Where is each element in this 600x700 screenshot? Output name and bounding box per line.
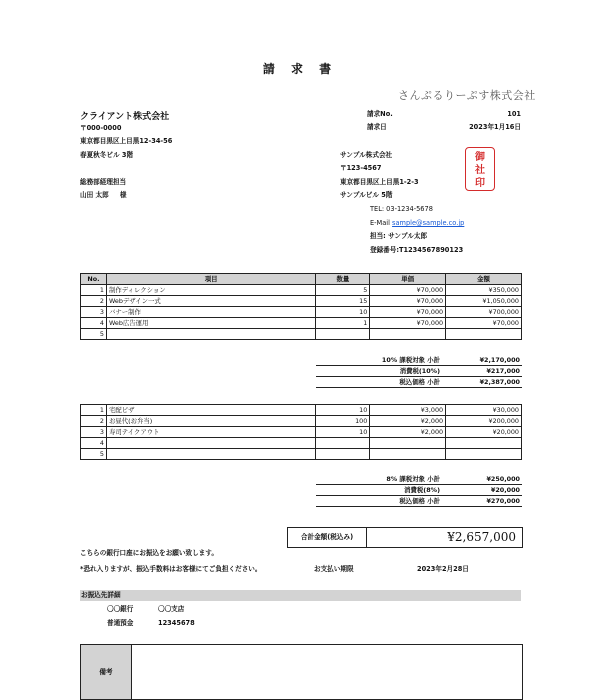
row-item: 宅配ピザ	[106, 405, 315, 416]
row-price: ¥2,000	[370, 416, 446, 427]
row-qty: 10	[316, 427, 370, 438]
invoice-no-label: 請求No.	[367, 110, 393, 118]
table-row	[81, 285, 522, 296]
summary-label: 8% 課税対象 小計	[316, 474, 446, 485]
row-amount: ¥700,000	[446, 307, 522, 318]
row-qty: 5	[316, 285, 370, 296]
issuer-email-line	[370, 219, 464, 228]
invoice-no-value: 101	[507, 110, 521, 118]
row-item: 制作ディレクション	[106, 285, 315, 296]
row-amount	[446, 449, 522, 460]
summary-row	[316, 366, 522, 377]
issuer-contact: 担当: サンプル太郎	[370, 232, 428, 240]
issuer-registration: 登録番号:T1234567890123	[370, 246, 464, 254]
row-price: ¥70,000	[370, 296, 446, 307]
header-qty: 数量	[316, 274, 370, 285]
table-row	[81, 318, 522, 329]
row-item	[106, 449, 315, 460]
table-row	[81, 416, 522, 427]
invoice-date-label: 請求日	[367, 123, 387, 131]
issuer-postal: 〒123-4567	[340, 164, 382, 172]
client-address1: 東京都目黒区上目黒12-34-56	[80, 137, 173, 145]
summary-row	[316, 377, 522, 388]
row-price: ¥2,000	[370, 427, 446, 438]
transfer-fee-note: *恐れ入りますが、振込手数料はお客様にてご負担ください。	[80, 565, 262, 573]
row-no: 4	[81, 438, 107, 449]
row-amount: ¥30,000	[446, 405, 522, 416]
grand-total-label: 合計金額(税込み)	[288, 528, 367, 547]
row-qty: 100	[316, 416, 370, 427]
bank-name: 〇〇銀行	[107, 605, 134, 613]
summary-value: ¥217,000	[446, 366, 522, 377]
row-amount: ¥70,000	[446, 318, 522, 329]
issuer-logo-text: さんぷるりーぷす株式会社	[398, 89, 536, 102]
issuer-tel: TEL: 03-1234-5678	[370, 205, 433, 213]
row-no: 5	[81, 329, 107, 340]
summary-label: 消費税(8%)	[316, 485, 446, 496]
payment-request-note: こちらの銀行口座にお振込をお願い致します。	[80, 549, 218, 557]
row-price	[370, 329, 446, 340]
row-no: 1	[81, 285, 107, 296]
table-row	[81, 307, 522, 318]
issuer-name: サンプル株式会社	[340, 151, 393, 159]
items-table-8	[80, 404, 522, 460]
remarks-box	[80, 644, 523, 700]
client-person: 山田 太郎 様	[80, 191, 127, 199]
grand-total-value: ¥2,657,000	[447, 530, 516, 544]
summary-row	[316, 485, 522, 496]
summary-value: ¥250,000	[446, 474, 522, 485]
client-name: クライアント株式会社	[80, 112, 170, 122]
table-row	[81, 427, 522, 438]
summary-row	[316, 474, 522, 485]
row-qty: 10	[316, 405, 370, 416]
bank-branch: 〇〇支店	[158, 605, 185, 613]
row-item	[106, 329, 315, 340]
row-amount: ¥1,050,000	[446, 296, 522, 307]
row-qty: 15	[316, 296, 370, 307]
company-seal-stamp	[465, 147, 495, 191]
table-row	[81, 449, 522, 460]
bank-details-header: お振込先詳細	[81, 591, 121, 599]
items-table-10	[80, 273, 522, 340]
stamp-char-2: 社	[475, 165, 485, 176]
row-qty	[316, 438, 370, 449]
row-qty: 1	[316, 318, 370, 329]
header-item: 項目	[106, 274, 315, 285]
row-item: お昼代(お弁当)	[106, 416, 315, 427]
summary-label: 税込価格 小計	[316, 377, 446, 388]
row-price: ¥3,000	[370, 405, 446, 416]
header-amount: 金額	[446, 274, 522, 285]
summary-value: ¥270,000	[446, 496, 522, 507]
row-price: ¥70,000	[370, 318, 446, 329]
row-no: 2	[81, 416, 107, 427]
summary-value: ¥2,170,000	[446, 355, 522, 366]
table-row	[81, 296, 522, 307]
summary-value: ¥20,000	[446, 485, 522, 496]
issuer-address2: サンプルビル 5階	[340, 191, 393, 199]
header-price: 単価	[370, 274, 446, 285]
summary-label: 消費税(10%)	[316, 366, 446, 377]
account-type: 普通預金	[107, 619, 134, 627]
summary-row	[316, 496, 522, 507]
grand-total-box	[287, 527, 523, 548]
row-amount: ¥350,000	[446, 285, 522, 296]
remarks-label: 備考	[81, 645, 132, 699]
row-qty	[316, 449, 370, 460]
issuer-address1: 東京都目黒区上目黒1-2-3	[340, 178, 419, 186]
row-no: 3	[81, 427, 107, 438]
table-row	[81, 329, 522, 340]
summary-label: 10% 課税対象 小計	[316, 355, 446, 366]
row-price	[370, 449, 446, 460]
table-header-row	[81, 274, 522, 285]
summary-10-table	[316, 355, 522, 388]
issuer-email-link[interactable]: sample@sample.co.jp	[392, 219, 465, 227]
row-price: ¥70,000	[370, 285, 446, 296]
account-number: 12345678	[158, 619, 195, 627]
row-amount: ¥20,000	[446, 427, 522, 438]
stamp-char-1: 御	[475, 152, 485, 163]
summary-row	[316, 355, 522, 366]
summary-value: ¥2,387,000	[446, 377, 522, 388]
summary-8-table	[316, 474, 522, 507]
row-item	[106, 438, 315, 449]
row-qty: 10	[316, 307, 370, 318]
summary-label: 税込価格 小計	[316, 496, 446, 507]
row-item: 寿司テイクアウト	[106, 427, 315, 438]
table-row	[81, 438, 522, 449]
due-date-value: 2023年2月28日	[417, 565, 469, 573]
client-postal: 〒000-0000	[80, 124, 122, 132]
row-item: バナー制作	[106, 307, 315, 318]
row-no: 5	[81, 449, 107, 460]
invoice-date-value: 2023年1月16日	[469, 123, 521, 131]
client-address2: 春夏秋冬ビル 3階	[80, 151, 134, 159]
row-amount	[446, 329, 522, 340]
row-price: ¥70,000	[370, 307, 446, 318]
header-no: No.	[81, 274, 107, 285]
row-no: 4	[81, 318, 107, 329]
bank-details-header-bar	[80, 590, 521, 601]
row-no: 3	[81, 307, 107, 318]
due-date-label: お支払い期限	[314, 565, 354, 573]
row-item: Web広告運用	[106, 318, 315, 329]
issuer-email-label: E-Mail	[370, 219, 393, 227]
row-qty	[316, 329, 370, 340]
document-title: 請 求 書	[262, 62, 338, 76]
row-item: Webデザイン一式	[106, 296, 315, 307]
row-amount: ¥200,000	[446, 416, 522, 427]
table-row	[81, 405, 522, 416]
row-no: 2	[81, 296, 107, 307]
row-price	[370, 438, 446, 449]
row-no: 1	[81, 405, 107, 416]
row-amount	[446, 438, 522, 449]
client-department: 総務部経理担当	[80, 178, 127, 186]
stamp-char-3: 印	[475, 178, 485, 189]
